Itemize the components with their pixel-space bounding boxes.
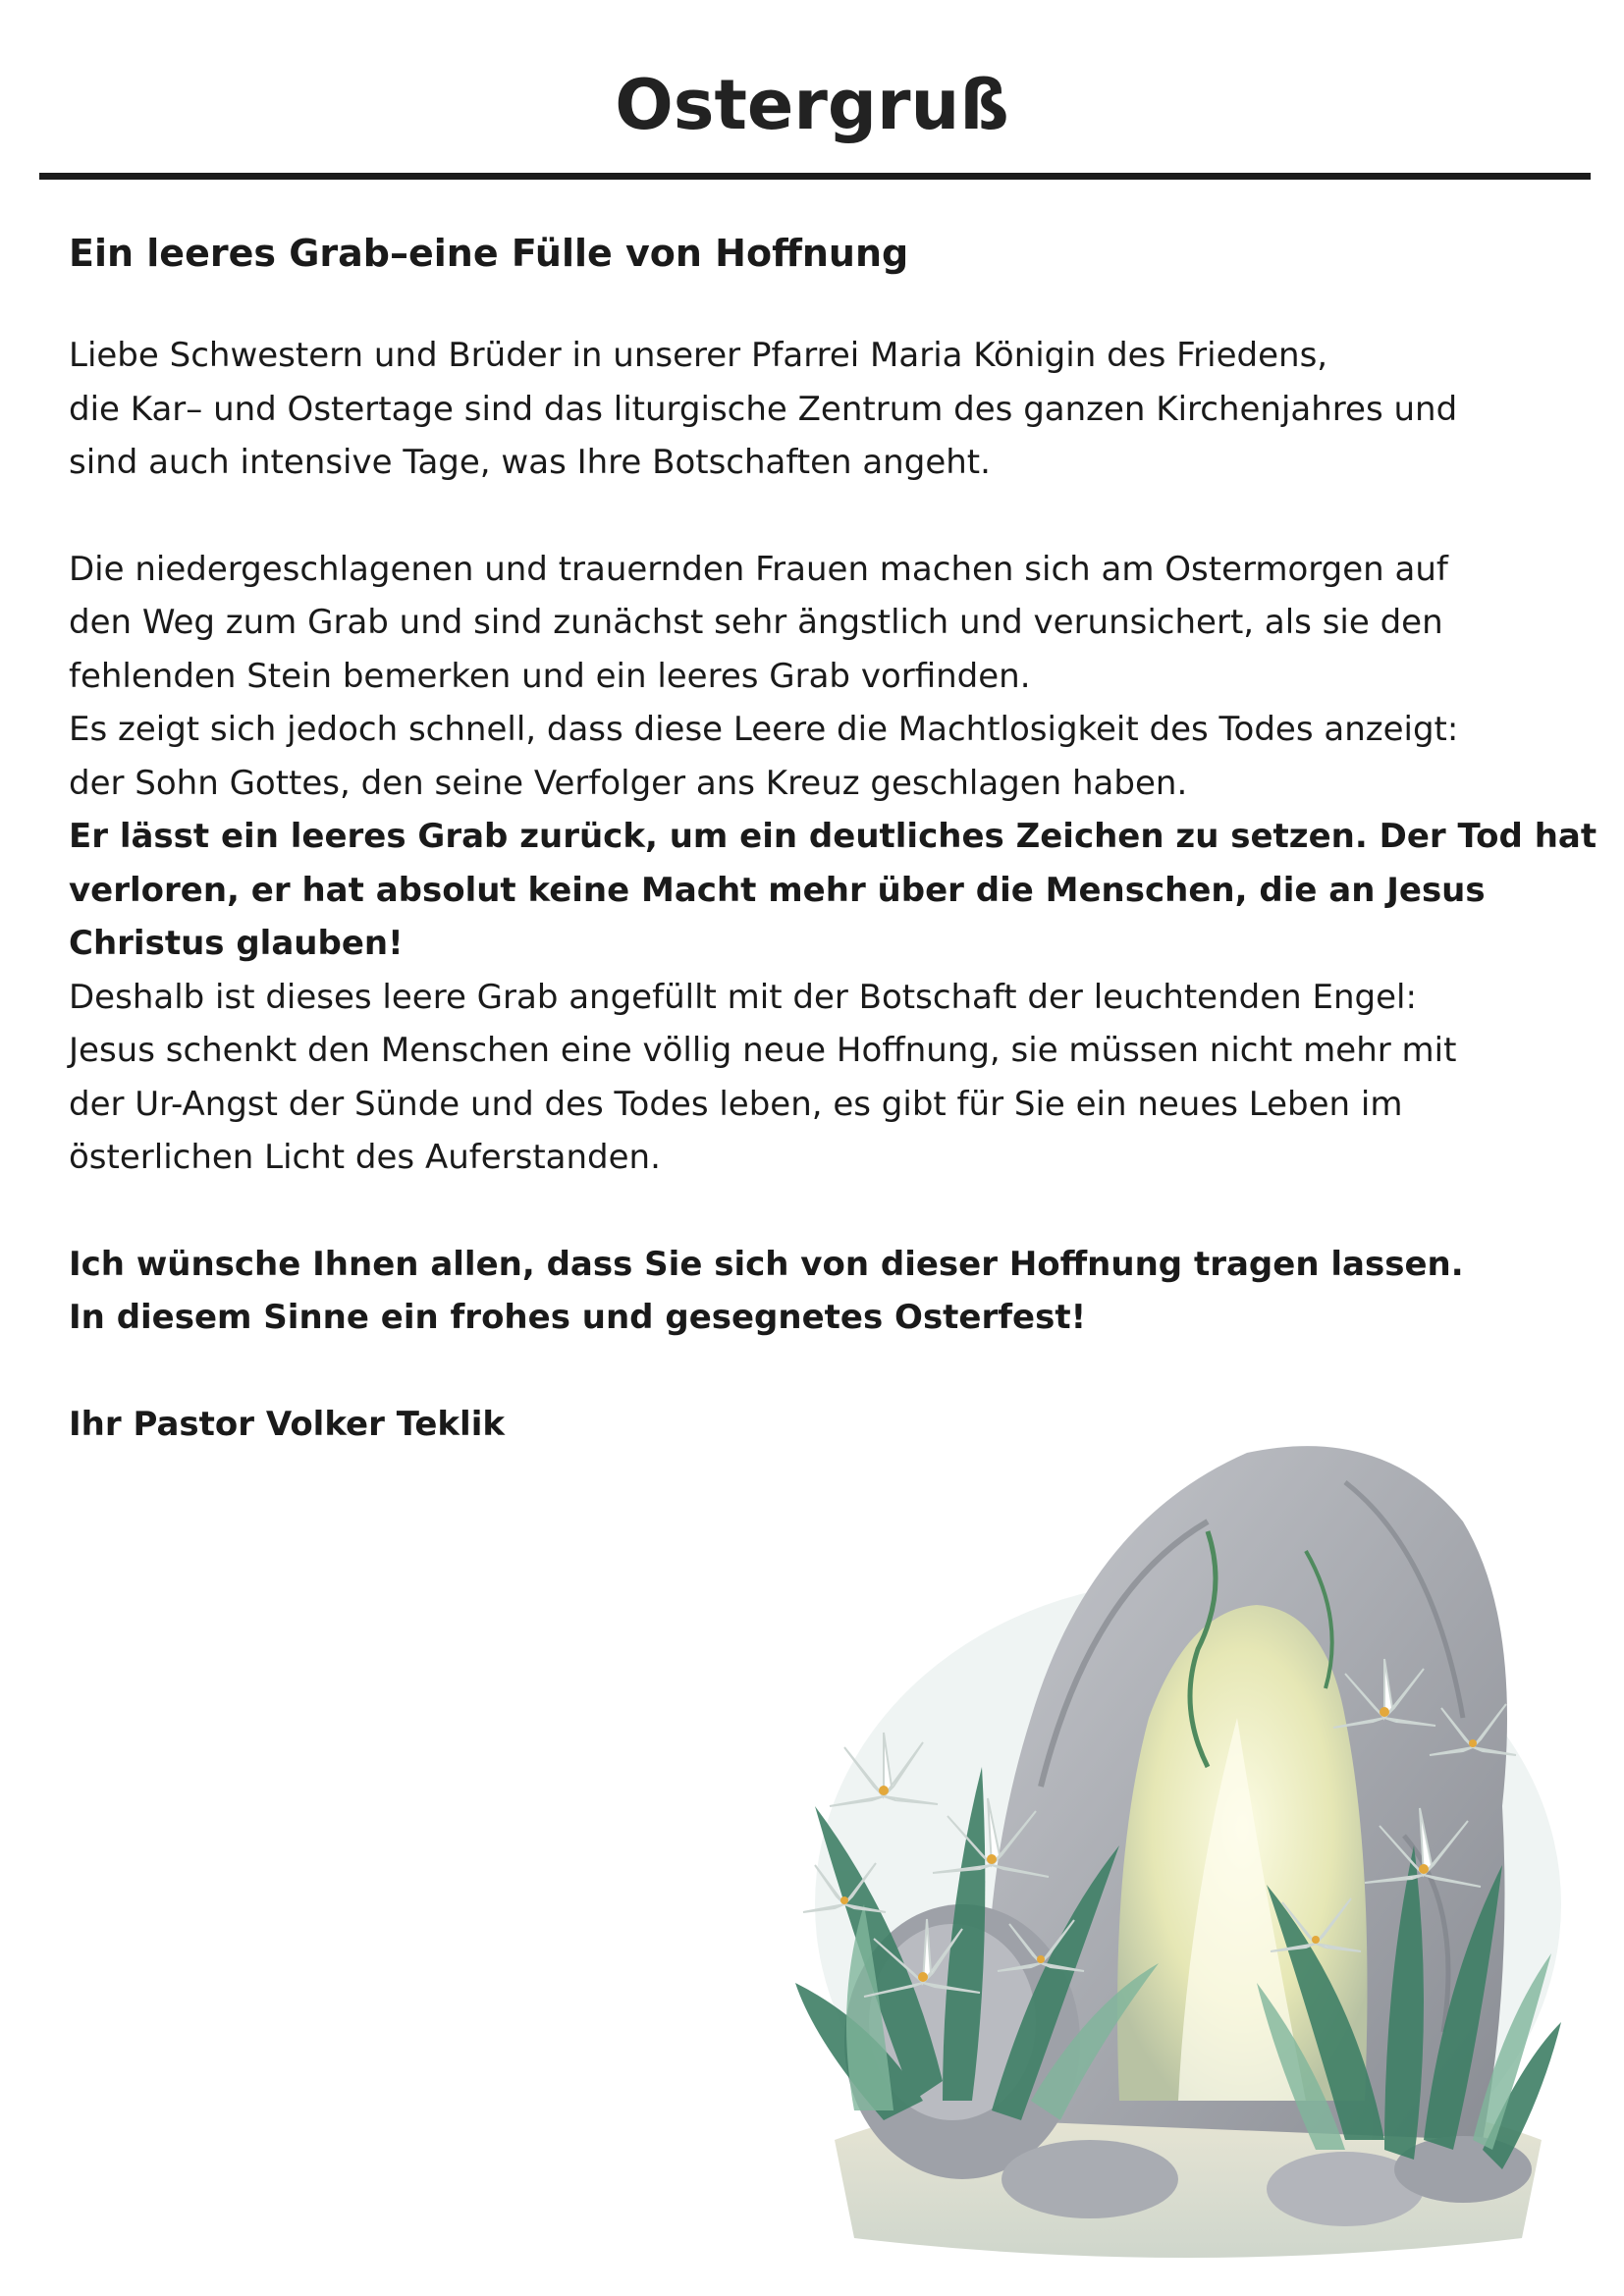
paragraph-line: den Weg zum Grab und sind zunächst sehr ängstlich und verunsichert, als sie den	[69, 603, 1443, 642]
paragraph-line: Die niedergeschlagenen und trauernden Frauen machen sich am Ostermorgen auf	[69, 549, 1448, 589]
emphasis-line: Er lässt ein leeres Grab zurück, um ein deutliches Zeichen zu setzen. Der Tod hat	[69, 817, 1597, 856]
closing-line: Ich wünsche Ihnen allen, dass Sie sich von dieser Hoffnung tragen lassen.	[69, 1244, 1464, 1284]
letter-subtitle: Ein leeres Grab–eine Fülle von Hoffnung	[69, 232, 909, 275]
emphasis-line: verloren, er hat absolut keine Macht mehr über die Menschen, die an Jesus	[69, 870, 1486, 910]
paragraph-line: Liebe Schwestern und Brüder in unserer Pfarrei Maria Königin des Friedens,	[69, 336, 1328, 375]
letter-body	[69, 224, 1600, 1451]
paragraph-line: fehlenden Stein bemerken und ein leeres Grab vorfinden.	[69, 656, 1031, 696]
signature: Ihr Pastor Volker Teklik	[69, 1404, 505, 1444]
paragraph-line: Jesus schenkt den Menschen eine völlig neue Hoffnung, sie müssen nicht mehr mit	[69, 1031, 1457, 1070]
page-title: Ostergruß	[615, 65, 1009, 145]
paragraph-line: Es zeigt sich jedoch schnell, dass diese Leere die Machtlosigkeit des Todes anzeigt:	[69, 710, 1459, 749]
paragraph-line: der Sohn Gottes, den seine Verfolger ans Kreuz geschlagen haben.	[69, 763, 1188, 803]
empty-tomb-with-lilies-icon	[795, 1394, 1561, 2258]
paragraph-line: sind auch intensive Tage, was Ihre Botschaften angeht.	[69, 443, 991, 482]
paragraph-line: die Kar– und Ostertage sind das liturgische Zentrum des ganzen Kirchenjahres und	[69, 389, 1458, 429]
title-divider	[39, 173, 1591, 180]
paragraph-line: Deshalb ist dieses leere Grab angefüllt mit der Botschaft der leuchtenden Engel:	[69, 977, 1417, 1017]
paragraph-line: österlichen Licht des Auferstanden.	[69, 1138, 661, 1177]
closing-line: In diesem Sinne ein frohes und gesegnetes Osterfest!	[69, 1298, 1087, 1337]
paragraph-line: der Ur-Angst der Sünde und des Todes leben, es gibt für Sie ein neues Leben im	[69, 1084, 1403, 1124]
emphasis-line: Christus glauben!	[69, 924, 404, 963]
